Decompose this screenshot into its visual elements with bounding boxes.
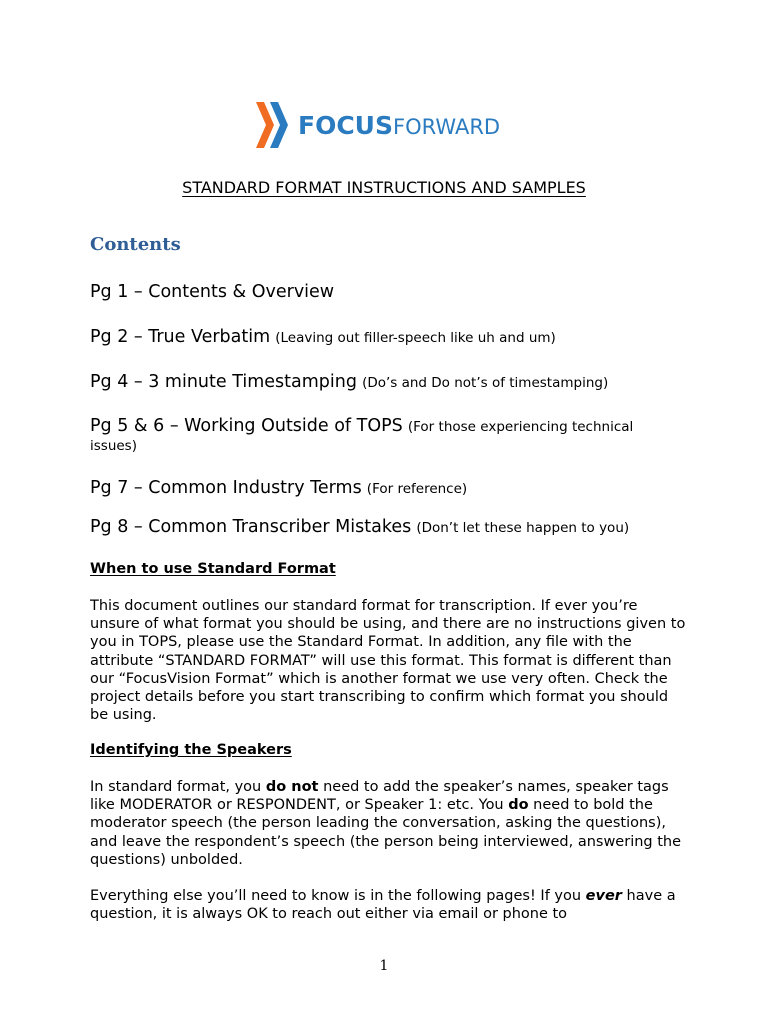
toc-item (90, 282, 680, 302)
toc-item-title: Pg 1 – Contents & Overview (90, 282, 335, 302)
toc-item-note: (Don’t let these happen to you) (416, 520, 630, 536)
toc-item-title: Pg 7 – Common Industry Terms (90, 478, 362, 498)
toc-item-note: (Do’s and Do not’s of timestamping) (362, 375, 609, 391)
logo-word-focus: FOCUS (298, 110, 393, 140)
bold-run: do (508, 797, 529, 814)
text-run: have a question, it is always OK to reach out either via email or phone to (90, 888, 676, 923)
logo-word-forward: FORWARD (392, 114, 501, 139)
bold-run: do not (265, 779, 319, 795)
text-run: need to bold the moderator speech (the person leading the conversation, asking the questions), and leave the respondent’s speech (the person being interviewed, answering the questions) unbolded. (90, 797, 682, 868)
text-run: In standard format, you (90, 779, 266, 795)
paragraph-closing (90, 887, 690, 923)
text-run: Everything else you’ll need to know is in the following pages! If you (90, 888, 586, 904)
toc-item-title: Pg 8 – Common Transcriber Mistakes (90, 517, 412, 537)
toc-item (90, 372, 680, 393)
bold-italic-run: ever (585, 888, 622, 904)
text-run: need to add the speaker’s names, speaker tags like MODERATOR or RESPONDENT, or Speaker 1: etc. You (90, 779, 669, 814)
section-heading-speakers: Identifying the Speakers (90, 742, 292, 758)
paragraph-speakers (90, 778, 690, 869)
toc-item-note: (For those experiencing technical issues) (90, 419, 634, 454)
logo-wordmark (298, 111, 500, 140)
toc-item-title: Pg 2 – True Verbatim (90, 327, 271, 347)
toc-item (90, 517, 680, 538)
contents-heading: Contents (90, 234, 181, 255)
toc-item (90, 478, 680, 499)
toc-item-note: (For reference) (366, 481, 468, 497)
toc-item-title: Pg 5 & 6 – Working Outside of TOPS (90, 416, 403, 436)
focusforward-logo (256, 102, 500, 148)
paragraph-when: This document outlines our standard format for transcription. If ever you’re unsure of what format you should be using, and there are no instructions given to you in TOPS, please use the Standard Format. In addition, any file with the attribute “STANDARD FORMAT” will use this format. This format is different than our “FocusVision Format” which is another format we use very often. Check the project details before you start transcribing to confirm which format you should be using. (90, 598, 686, 724)
toc-item (90, 327, 680, 348)
toc-item (90, 417, 680, 455)
section-heading-when: When to use Standard Format (90, 561, 336, 577)
document-title: STANDARD FORMAT INSTRUCTIONS AND SAMPLES (182, 178, 586, 197)
toc-item-title: Pg 4 – 3 minute Timestamping (90, 372, 357, 392)
double-chevron-icon (256, 102, 290, 148)
page-number: 1 (379, 958, 389, 974)
toc-item-note: (Leaving out filler-speech like uh and um) (275, 330, 556, 346)
